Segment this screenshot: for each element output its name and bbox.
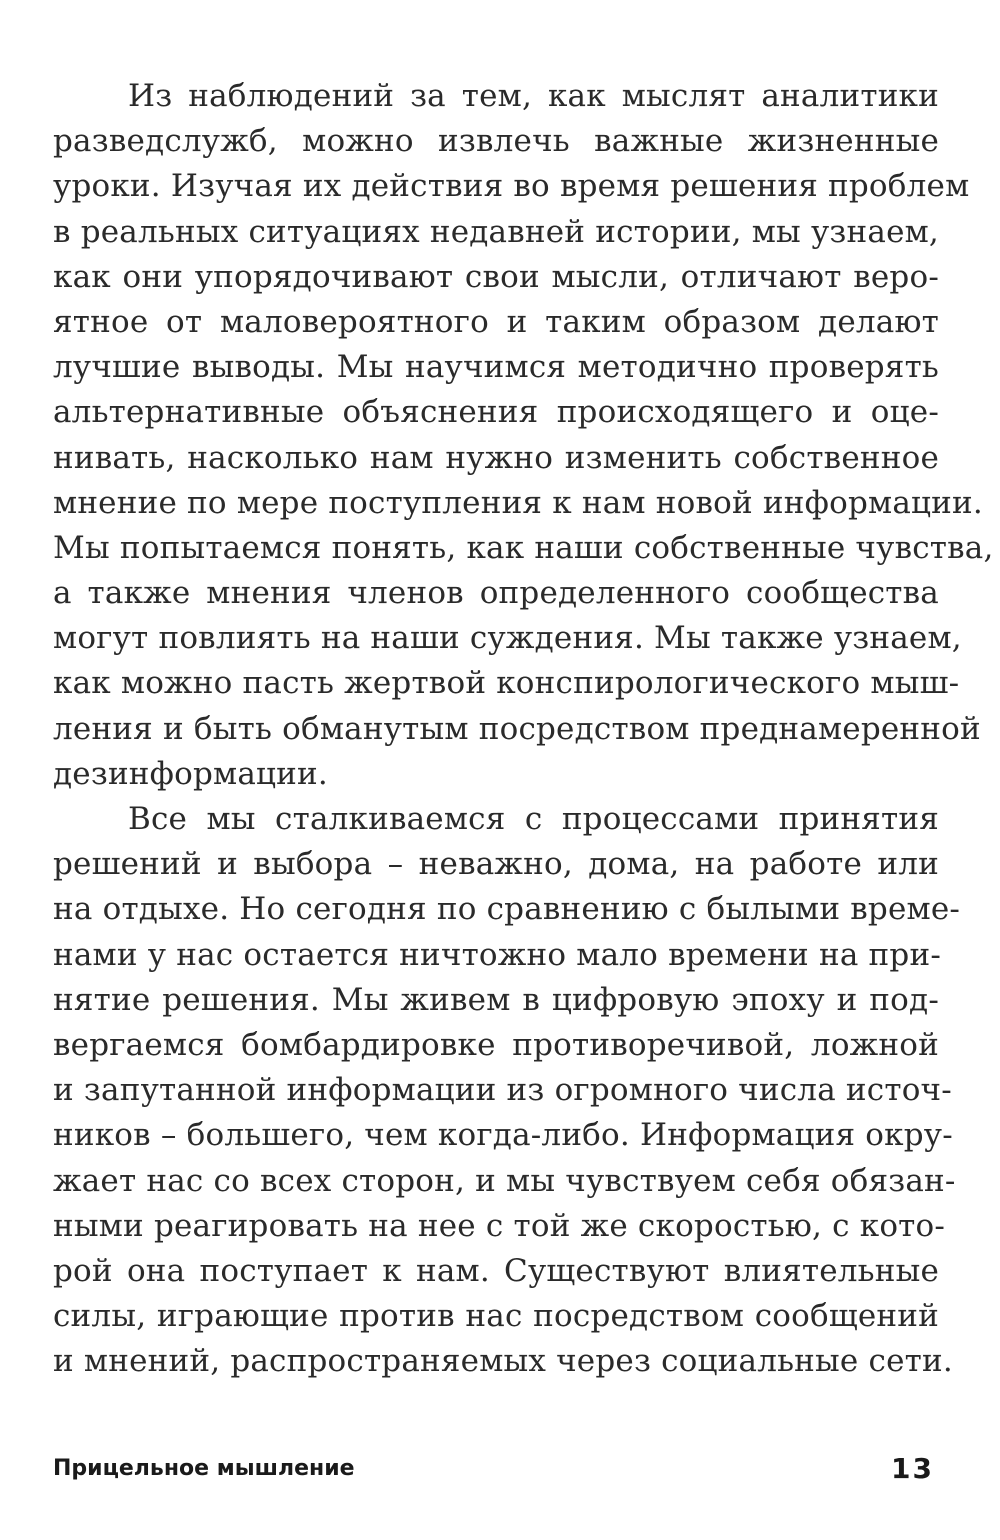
text-line: мнение по мере поступления к нам новой информации.	[53, 484, 983, 521]
text-line: жает нас со всех сторон, и мы чувствуем себя обязан-	[53, 1162, 956, 1199]
text-line: ления и быть обманутым посредством преднамеренной	[53, 710, 981, 747]
text-line: ятное от маловероятного и таким образом делают	[53, 303, 939, 340]
text-line: вергаемся бомбардировке противоречивой, ложной	[53, 1026, 939, 1063]
text-line: как они упорядочивают свои мысли, отличают веро-	[53, 258, 939, 295]
page-footer	[53, 1452, 934, 1492]
text-line: решений и выбора – неважно, дома, на работе или	[53, 846, 939, 883]
text-line: и мнений, распространяемых через социальные сети.	[53, 1343, 953, 1380]
text-line: нами у нас остается ничтожно мало времени на при-	[53, 936, 942, 973]
text-line: могут повлиять на наши суждения. Мы также узнаем,	[53, 620, 962, 657]
text-line: уроки. Изучая их действия во время решения проблем	[53, 168, 970, 205]
body-text	[53, 74, 994, 1384]
text-line: в реальных ситуациях недавней истории, мы узнаем,	[53, 213, 939, 250]
text-line: силы, играющие против нас посредством сообщений	[53, 1298, 939, 1335]
text-line: Все мы сталкиваемся с процессами принятия	[128, 801, 939, 837]
text-line: рой она поступает к нам. Существуют влиятельные	[53, 1252, 939, 1289]
text-line: Из наблюдений за тем, как мыслят аналитики	[128, 78, 939, 114]
text-line: и запутанной информации из огромного числа источ-	[53, 1072, 952, 1109]
text-line: на отдыхе. Но сегодня по сравнению с былыми време-	[53, 891, 961, 928]
text-line: дезинформации.	[53, 755, 328, 792]
text-line: как можно пасть жертвой конспирологического мыш-	[53, 665, 960, 702]
text-line: нятие решения. Мы живем в цифровую эпоху и под-	[53, 981, 939, 1018]
text-line: лучшие выводы. Мы научимся методично проверять	[53, 349, 939, 386]
text-line: ников – большего, чем когда-либо. Информация окру-	[53, 1117, 953, 1154]
text-line: ными реагировать на нее с той же скоростью, с кото-	[53, 1207, 946, 1244]
text-line: альтернативные объяснения происходящего и оце-	[53, 394, 939, 431]
text-line: разведслужб, можно извлечь важные жизненные	[53, 123, 939, 160]
running-title: Прицельное мышление	[53, 1456, 355, 1481]
text-line: а также мнения членов определенного сообщества	[53, 575, 939, 612]
text-line: Мы попытаемся понять, как наши собственные чувства,	[53, 529, 994, 566]
page-number: 13	[891, 1452, 934, 1485]
text-line: нивать, насколько нам нужно изменить собственное	[53, 439, 939, 476]
